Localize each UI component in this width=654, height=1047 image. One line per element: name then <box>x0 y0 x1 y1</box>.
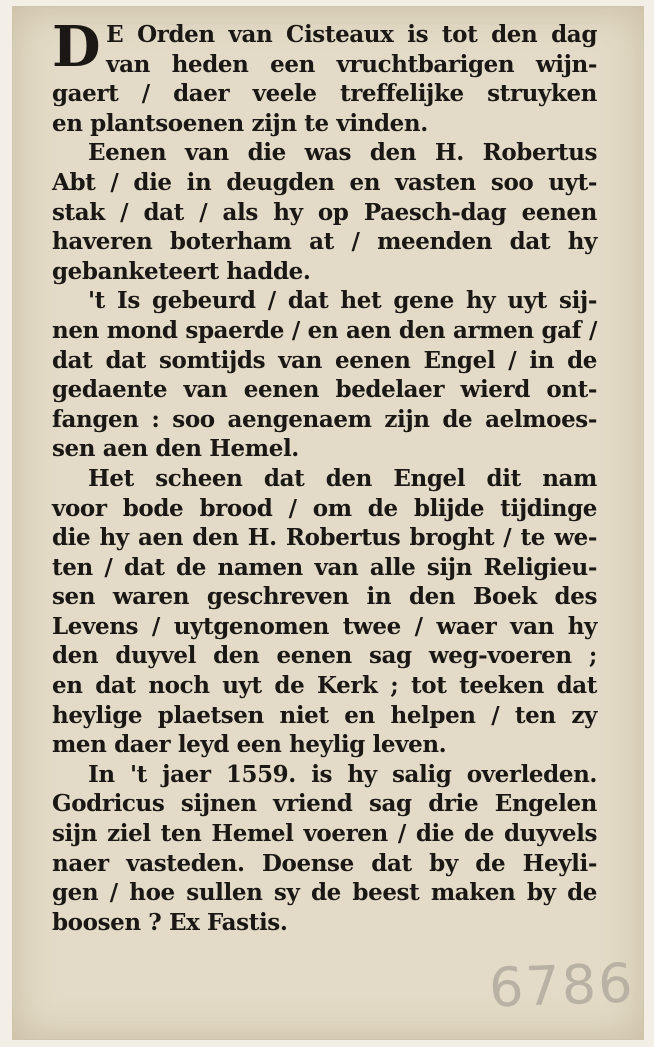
document-text <box>52 20 597 937</box>
text-line: Levens / uytgenomen twee / waer van hy <box>52 612 597 640</box>
text-line: sen aen den Hemel. <box>52 435 299 463</box>
text-line: van heden een vruchtbarigen wijn- <box>106 50 597 78</box>
text-line: sen waren geschreven in den Boek des <box>52 583 597 611</box>
text-line: en dat noch uyt de Kerk ; tot teeken dat <box>52 672 597 700</box>
text-line: den duyvel den eenen sag weg-voeren ; <box>52 642 597 670</box>
text-line: boosen ? Ex Fastis. <box>52 908 288 936</box>
text-line: fangen : soo aengenaem zijn de aelmoes- <box>52 405 597 433</box>
text-line: haveren boterham at / meenden dat hy <box>52 228 597 256</box>
text-line: 't Is gebeurd / dat het gene hy uyt sij- <box>88 287 597 315</box>
paragraph-1 <box>52 20 597 138</box>
text-line: stak / dat / als hy op Paesch-dag eenen <box>52 198 597 226</box>
text-line: en plantsoenen zijn te vinden. <box>52 109 428 137</box>
text-line: Abt / die in deugden en vasten soo uyt- <box>52 168 597 196</box>
paragraph-5 <box>52 760 597 938</box>
text-line: In 't jaer 1559. is hy salig overleden. <box>88 760 597 788</box>
text-line: naer vasteden. Doense dat by de Heyli- <box>52 849 597 877</box>
text-line: E Orden van Cisteaux is tot den dag <box>106 21 597 48</box>
text-line: voor bode brood / om de blijde tijdinge <box>52 494 597 522</box>
text-line: men daer leyd een heylig leven. <box>52 731 447 759</box>
text-line: ten / dat de namen van alle sijn Religieu- <box>52 553 597 581</box>
text-line: nen mond spaerde / en aen den armen gaf / <box>52 316 597 344</box>
text-line: Godricus sijnen vriend sag drie Engelen <box>52 790 597 818</box>
pencil-annotation: 6786 <box>487 951 636 1020</box>
text-line: Eenen van die was den H. Robertus <box>88 139 597 167</box>
text-line: Het scheen dat den Engel dit nam <box>88 464 597 492</box>
text-line: sijn ziel ten Hemel voeren / die de duyvels <box>52 820 597 848</box>
drop-cap: D <box>52 20 101 80</box>
text-line: dat dat somtijds van eenen Engel / in de <box>52 346 597 374</box>
text-line: gedaente van eenen bedelaer wierd ont- <box>52 376 597 404</box>
text-line: heylige plaetsen niet en helpen / ten zy <box>52 701 597 729</box>
text-line: gen / hoe sullen sy de beest maken by de <box>52 879 597 907</box>
paragraph-3 <box>52 286 597 464</box>
text-line: gebanketeert hadde. <box>52 257 311 285</box>
text-line: gaert / daer veele treffelijke struyken <box>52 80 597 108</box>
paragraph-2 <box>52 138 597 286</box>
paragraph-4 <box>52 464 597 760</box>
text-line: die hy aen den H. Robertus broght / te we- <box>52 524 597 552</box>
